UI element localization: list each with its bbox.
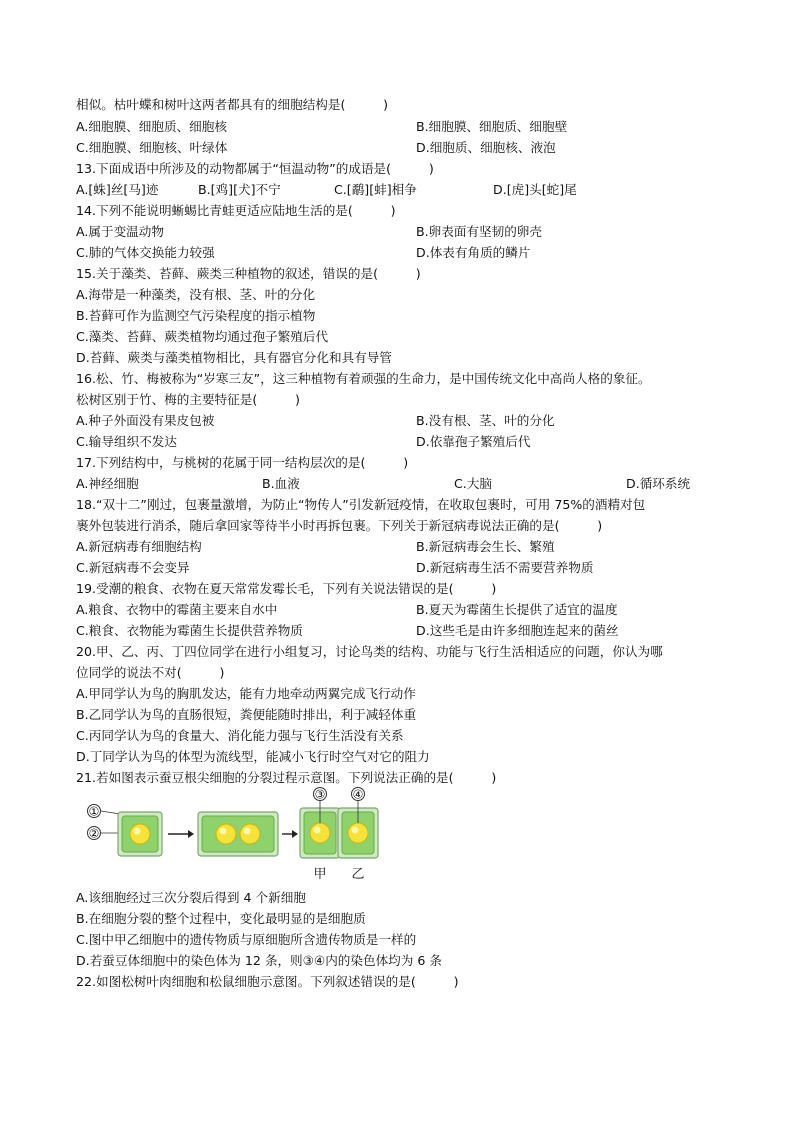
- q18-option-b[interactable]: B.新冠病毒会生长、繁殖: [416, 539, 555, 554]
- q15-stem: 15.关于藻类、苔藓、蕨类三种植物的叙述，错误的是( ): [76, 266, 421, 281]
- q20-stem-line1: 20.甲、乙、丙、丁四位同学在进行小组复习，讨论鸟类的结构、功能与飞行生活相适应的问题，你认为哪: [76, 644, 663, 659]
- q15-option-a[interactable]: A.海带是一种藻类，没有根、茎、叶的分化: [76, 287, 316, 302]
- q16-option-c[interactable]: C.输导组织不发达: [76, 434, 177, 449]
- original-cell: [118, 812, 162, 856]
- arrow-right-icon: [168, 830, 194, 838]
- q19-stem: 19.受潮的粮食、衣物在夏天常常发霉长毛，下列有关说法错误的是( ): [76, 581, 497, 596]
- q16-option-b[interactable]: B.没有根、茎、叶的分化: [416, 413, 555, 428]
- arrow-right-icon: [282, 830, 298, 838]
- q21-stem: 21.若如图表示蚕豆根尖细胞的分裂过程示意图。下列说法正确的是( ): [76, 770, 497, 785]
- q20-option-c[interactable]: C.丙同学认为鸟的食量大、消化能力强与飞行生活没有关系: [76, 728, 404, 743]
- q17-option-d[interactable]: D.循环系统: [626, 476, 691, 491]
- q17-option-b[interactable]: B.血液: [262, 476, 300, 491]
- label-3: ③: [314, 787, 326, 802]
- q20-option-b[interactable]: B.乙同学认为鸟的直肠很短，粪便能随时排出，利于减轻体重: [76, 707, 417, 722]
- q14-option-a[interactable]: A.属于变温动物: [76, 224, 164, 239]
- q17-option-a[interactable]: A.神经细胞: [76, 476, 139, 491]
- q21-option-d[interactable]: D.若蚕豆体细胞中的染色体为 12 条，则③④内的染色体均为 6 条: [76, 953, 442, 968]
- q20-stem-line2: 位同学的说法不对( ): [76, 665, 225, 680]
- q16-option-d[interactable]: D.依靠孢子繁殖后代: [416, 434, 531, 449]
- label-4: ④: [352, 787, 364, 802]
- q17-stem: 17.下列结构中，与桃树的花属于同一结构层次的是( ): [76, 455, 409, 470]
- q13-option-c[interactable]: C.[鹬][蚌]相争: [334, 182, 417, 197]
- label-yi: 乙: [351, 867, 365, 882]
- dividing-cell: [198, 812, 278, 856]
- q15-option-d[interactable]: D.苔藓、蕨类与藻类植物相比，具有器官分化和具有导管: [76, 350, 392, 365]
- q18-stem-line1: 18.“双十二”刚过，包裹量激增，为防止“物传人”引发新冠疫情，在收取包裹时，可用 75%的酒精对包: [76, 497, 646, 512]
- q14-option-c[interactable]: C.肺的气体交换能力较强: [76, 245, 215, 260]
- q12-stem: 相似。枯叶蝶和树叶这两者都具有的细胞结构是( ): [76, 97, 389, 112]
- q17-option-c[interactable]: C.大脑: [454, 476, 492, 491]
- q13-option-b[interactable]: B.[鸡][犬]不宁: [198, 182, 281, 197]
- q20-option-a[interactable]: A.甲同学认为鸟的胸肌发达，能有力地牵动两翼完成飞行动作: [76, 686, 416, 701]
- q22-stem: 22.如图松树叶肉细胞和松鼠细胞示意图。下列叙述错误的是( ): [76, 974, 459, 989]
- q18-option-c[interactable]: C.新冠病毒不会变异: [76, 560, 190, 575]
- q12-option-b[interactable]: B.细胞膜、细胞质、细胞壁: [416, 119, 568, 134]
- q19-option-d[interactable]: D.这些毛是由许多细胞连起来的菌丝: [416, 623, 619, 638]
- q19-option-b[interactable]: B.夏天为霉菌生长提供了适宜的温度: [416, 602, 618, 617]
- q16-stem-line2: 松树区别于竹、梅的主要特征是( ): [76, 392, 300, 407]
- label-2: ②: [88, 826, 100, 841]
- q14-option-d[interactable]: D.体表有角质的鳞片: [416, 245, 531, 260]
- q14-stem: 14.下列不能说明蜥蜴比青蛙更适应陆地生活的是( ): [76, 203, 396, 218]
- q18-option-a[interactable]: A.新冠病毒有细胞结构: [76, 539, 202, 554]
- q21-option-a[interactable]: A.该细胞经过三次分裂后得到 4 个新细胞: [76, 890, 306, 905]
- q20-option-d[interactable]: D.丁同学认为鸟的体型为流线型，能减小飞行时空气对它的阻力: [76, 749, 430, 764]
- q12-option-a[interactable]: A.细胞膜、细胞质、细胞核: [76, 119, 227, 134]
- q13-option-d[interactable]: D.[虎]头[蛇]尾: [493, 182, 577, 197]
- q18-stem-line2: 裹外包装进行消杀，随后拿回家等待半小时再拆包裹。下列关于新冠病毒说法正确的是( ): [76, 518, 603, 533]
- q13-stem: 13.下面成语中所涉及的动物都属于“恒温动物”的成语是( ): [76, 161, 434, 176]
- q12-option-d[interactable]: D.细胞质、细胞核、液泡: [416, 140, 556, 155]
- q19-option-a[interactable]: A.粮食、衣物中的霉菌主要来自水中: [76, 602, 278, 617]
- label-jia: 甲: [313, 867, 327, 882]
- q21-option-b[interactable]: B.在细胞分裂的整个过程中，变化最明显的是细胞质: [76, 911, 366, 926]
- cell-division-figure: [82, 786, 392, 886]
- q18-option-d[interactable]: D.新冠病毒生活不需要营养物质: [416, 560, 594, 575]
- q15-option-c[interactable]: C.藻类、苔藓、蕨类植物均通过孢子繁殖后代: [76, 329, 329, 344]
- q15-option-b[interactable]: B.苔藓可作为监测空气污染程度的指示植物: [76, 308, 316, 323]
- q14-option-b[interactable]: B.卵表面有坚韧的卵壳: [416, 224, 542, 239]
- q19-option-c[interactable]: C.粮食、衣物能为霉菌生长提供营养物质: [76, 623, 303, 638]
- q12-option-c[interactable]: C.细胞膜、细胞核、叶绿体: [76, 140, 228, 155]
- q21-option-c[interactable]: C.图中甲乙细胞中的遗传物质与原细胞所含遗传物质是一样的: [76, 932, 417, 947]
- q16-option-a[interactable]: A.种子外面没有果皮包被: [76, 413, 215, 428]
- q13-option-a[interactable]: A.[蛛]丝[马]迹: [76, 182, 159, 197]
- label-1: ①: [88, 804, 100, 819]
- label-1-leader: [101, 811, 120, 814]
- q16-stem-line1: 16.松、竹、梅被称为“岁寒三友”，这三种植物有着顽强的生命力，是中国传统文化中高尚人格的象征。: [76, 371, 651, 386]
